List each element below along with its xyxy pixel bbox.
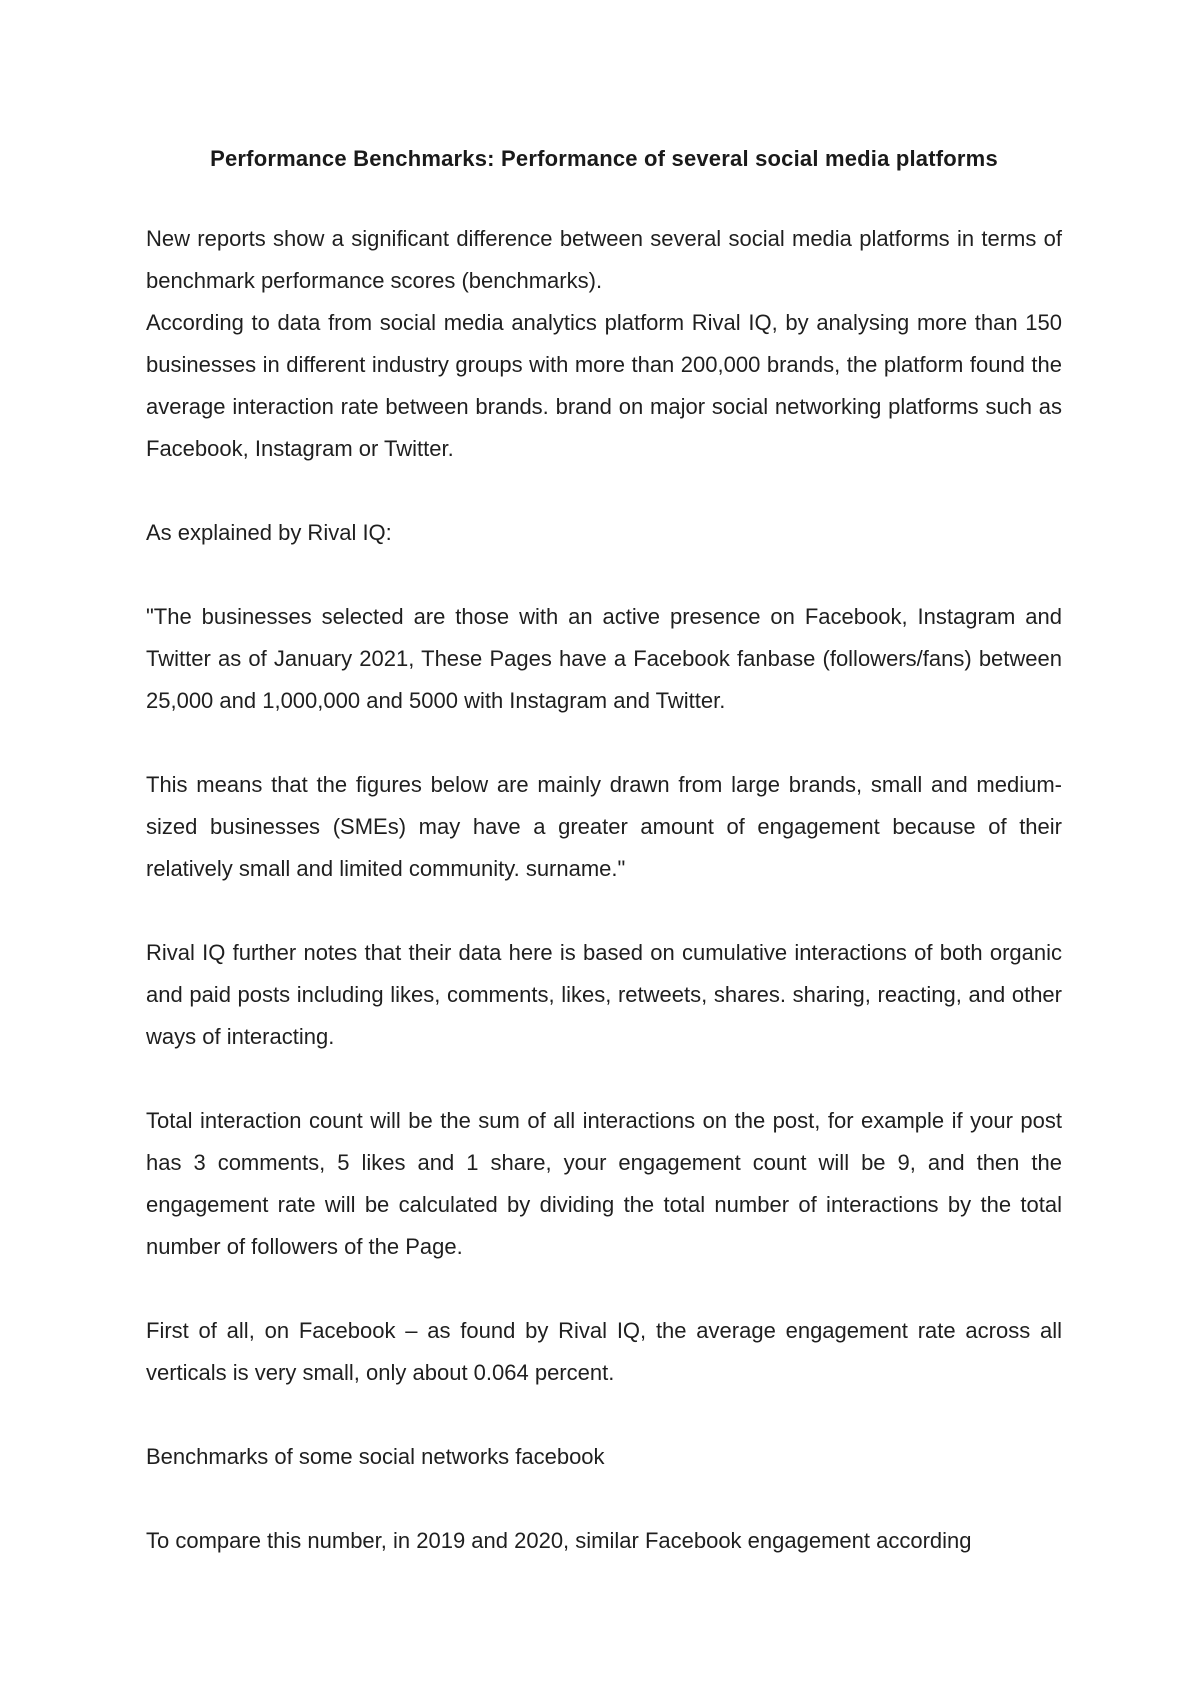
paragraph-facebook-rate: First of all, on Facebook – as found by Rival IQ, the average engagement rate across all verticals is very small, only about 0.064 percent.	[146, 1318, 1062, 1385]
paragraph-quote-figures: This means that the figures below are mainly drawn from large brands, small and medium-sized businesses (SMEs) may have a greater amount of engagement because of their relatively small and limited community. surname."	[146, 772, 1062, 881]
paragraph-gap	[146, 722, 1062, 764]
paragraph-quote-businesses: "The businesses selected are those with an active presence on Facebook, Instagram and Twitter as of January 2021, These Pages have a Facebook fanbase (followers/fans) between 25,000 and 1,000,000 and 5000 with Instagram and Twitter.	[146, 604, 1062, 713]
paragraph-gap	[146, 1268, 1062, 1310]
paragraph-gap	[146, 1394, 1062, 1436]
paragraph-compare: To compare this number, in 2019 and 2020, similar Facebook engagement according	[146, 1528, 972, 1553]
paragraph-gap	[146, 470, 1062, 512]
document-body	[146, 142, 1062, 1562]
paragraph-explained: As explained by Rival IQ:	[146, 520, 392, 545]
paragraph-gap	[146, 1058, 1062, 1100]
paragraph-interaction-count: Total interaction count will be the sum of all interactions on the post, for example if your post has 3 comments, 5 likes and 1 share, your engagement count will be 9, and then the engagement rate will be calculated by dividing the total number of interactions by the total number of followers of the Page.	[146, 1108, 1062, 1259]
document-title: Performance Benchmarks: Performance of several social media platforms	[210, 146, 998, 171]
paragraph-rival-iq-data: According to data from social media analytics platform Rival IQ, by analysing more than 150 businesses in different industry groups with more than 200,000 brands, the platform found the average interaction rate between brands. brand on major social networking platforms such as Facebook, Instagram or Twitter.	[146, 310, 1062, 461]
title-spacer	[146, 176, 1062, 218]
paragraph-cumulative-interactions: Rival IQ further notes that their data here is based on cumulative interactions of both organic and paid posts including likes, comments, likes, retweets, shares. sharing, reacting, and other ways of interacting.	[146, 940, 1062, 1049]
paragraph-gap	[146, 890, 1062, 932]
paragraph-benchmarks-heading: Benchmarks of some social networks facebook	[146, 1444, 605, 1469]
paragraph-gap	[146, 554, 1062, 596]
paragraph-gap	[146, 1478, 1062, 1520]
paragraph-intro: New reports show a significant difference between several social media platforms in terms of benchmark performance scores (benchmarks).	[146, 226, 1062, 293]
